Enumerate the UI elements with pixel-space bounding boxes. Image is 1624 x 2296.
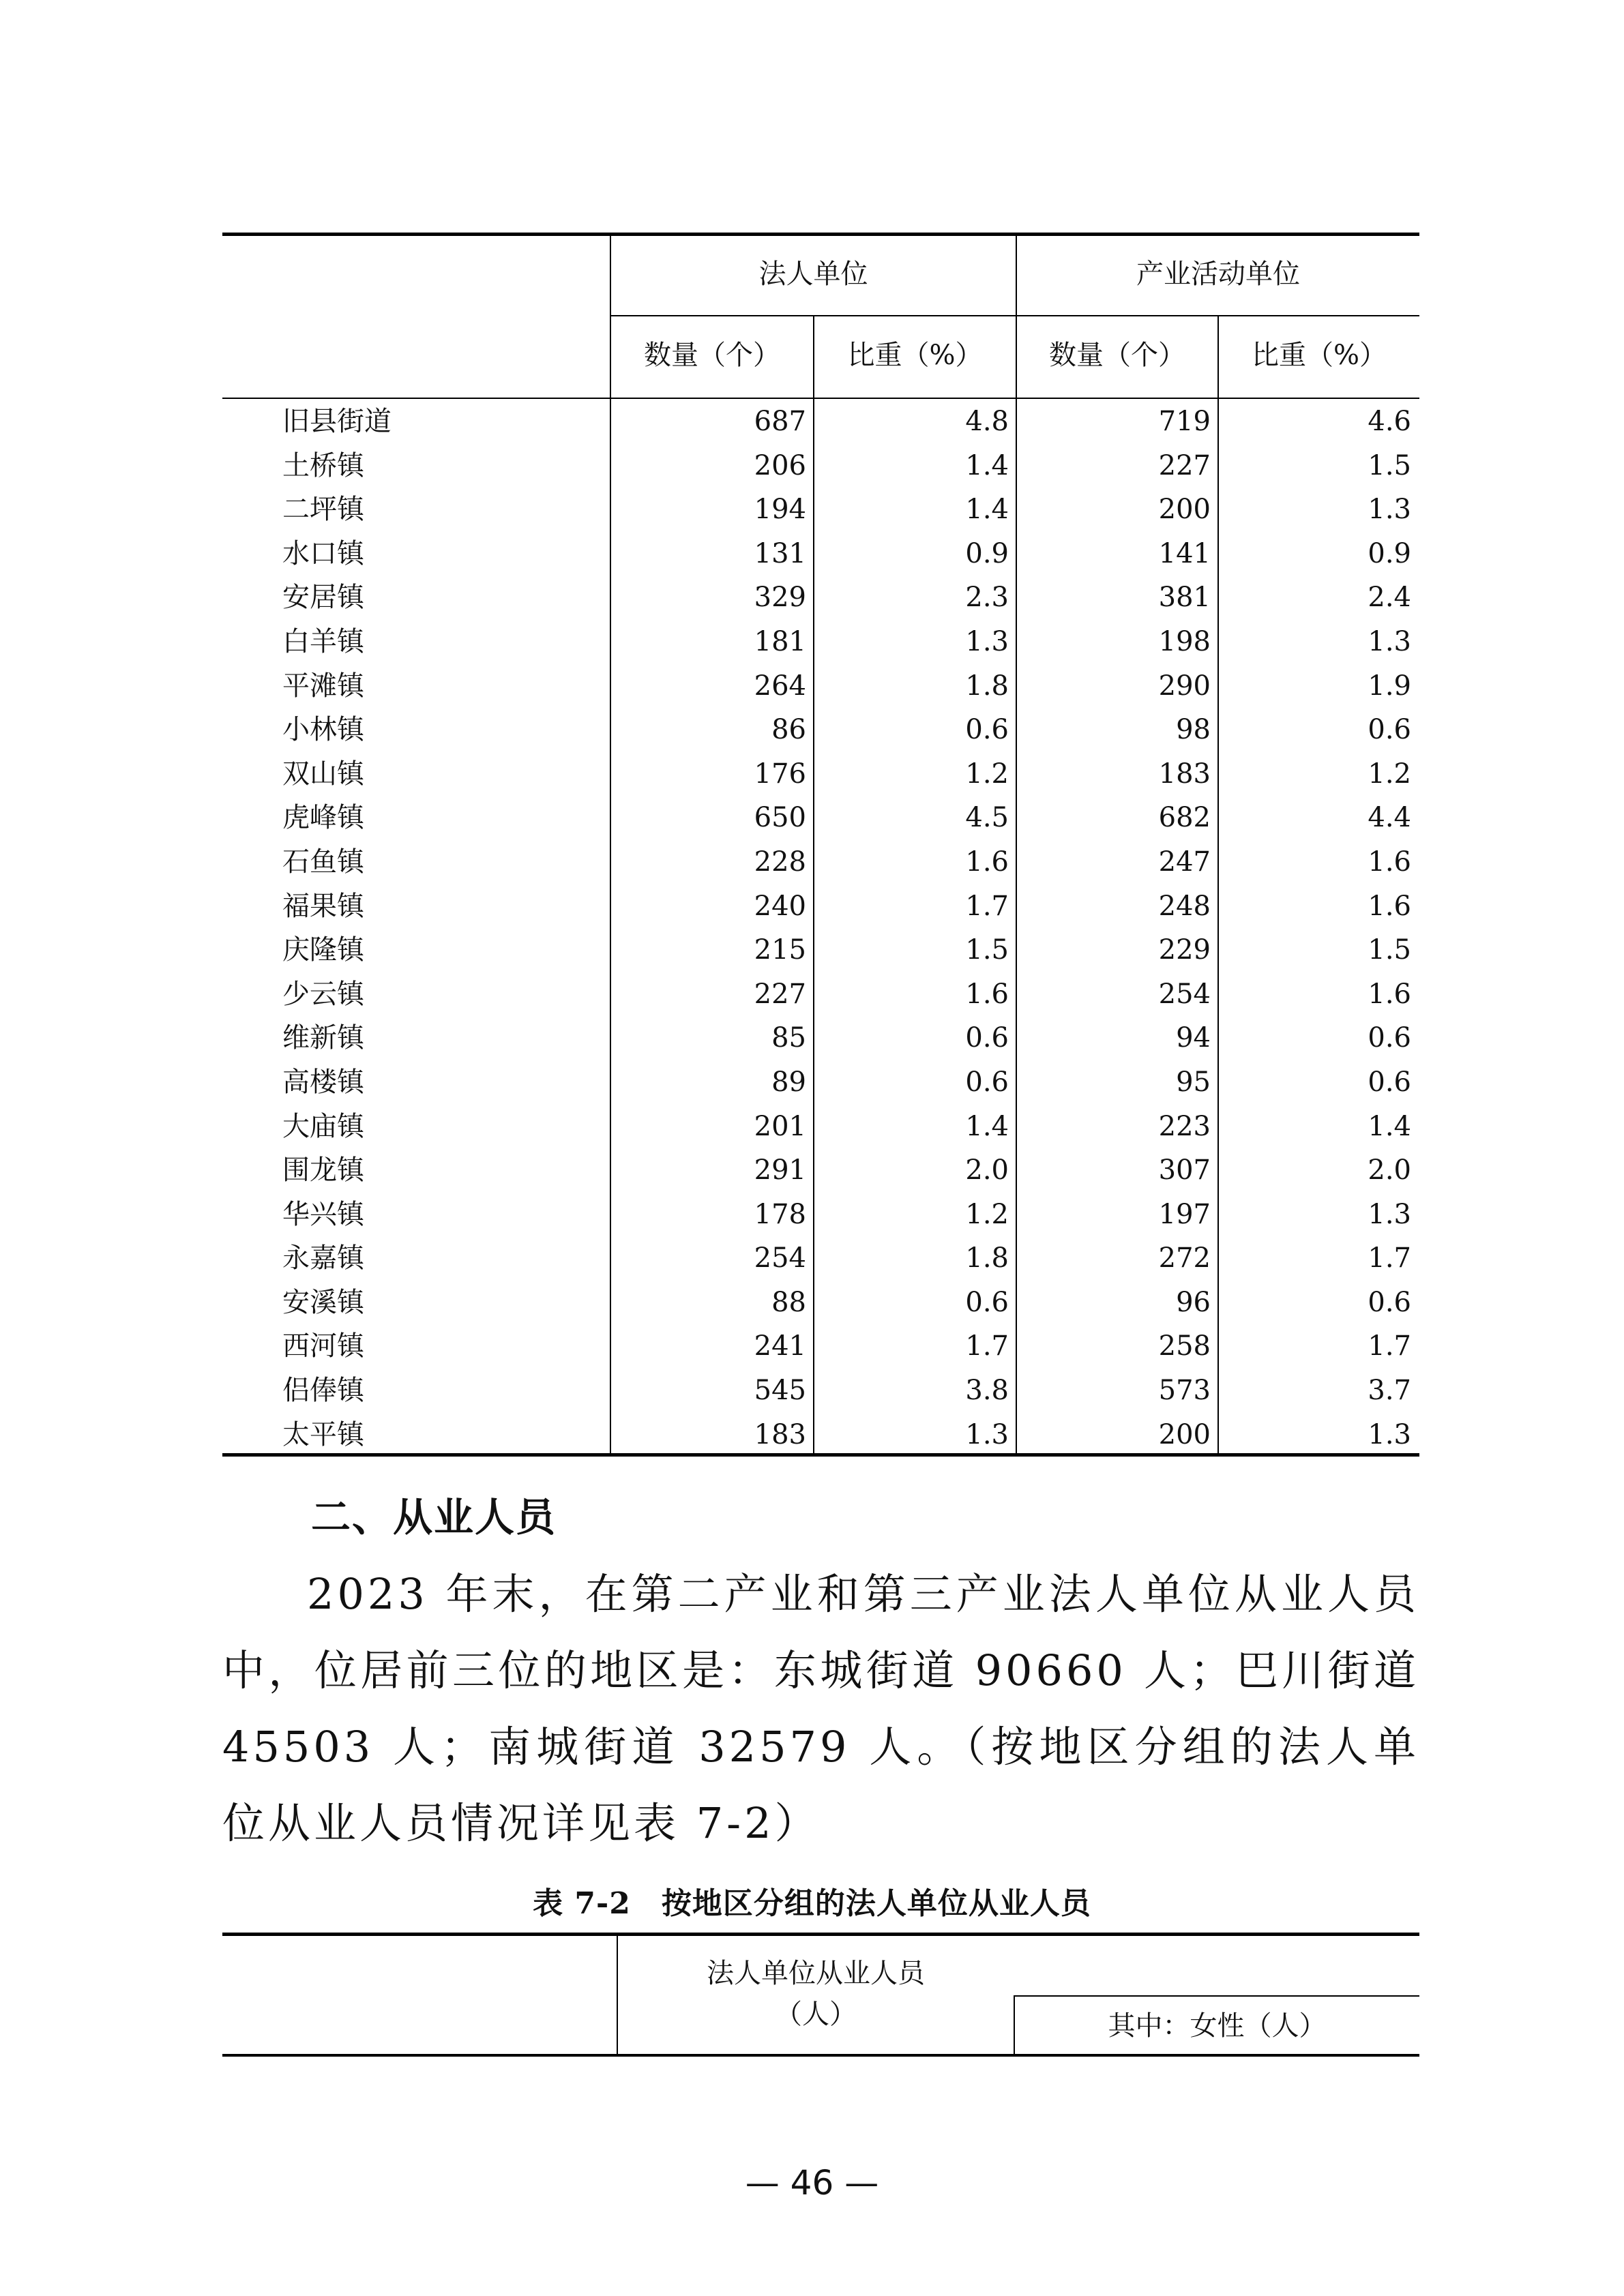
header-industry-count: 数量（个） <box>1049 340 1185 371</box>
region-name-cell: 石鱼镇 <box>282 846 364 878</box>
ind-count-cell: 98 <box>1176 714 1211 746</box>
header-legal-units: 法人单位 <box>758 258 868 290</box>
legal-share-cell: 1.3 <box>965 625 1009 657</box>
table-row <box>222 972 1419 1016</box>
header-female: 其中：女性（人） <box>1108 2010 1327 2042</box>
ind-share-cell: 0.9 <box>1368 537 1411 569</box>
legal-share-cell: 3.8 <box>965 1375 1009 1407</box>
legal-share-cell: 0.6 <box>965 1022 1009 1054</box>
legal-count-cell: 650 <box>754 802 806 834</box>
header-employees-line1: 法人单位从业人员 <box>707 1958 925 1989</box>
page-number: — 46 — <box>745 2163 879 2203</box>
region-name-cell: 福果镇 <box>282 890 364 922</box>
table-row <box>222 1192 1419 1236</box>
region-name-cell: 平滩镇 <box>282 670 364 702</box>
table-row <box>222 1060 1419 1104</box>
table-row <box>222 1015 1419 1060</box>
table-row <box>222 619 1419 664</box>
ind-count-cell: 258 <box>1158 1330 1211 1362</box>
ind-share-cell: 1.3 <box>1368 1198 1411 1230</box>
region-name-cell: 西河镇 <box>282 1330 364 1362</box>
legal-count-cell: 181 <box>754 625 806 657</box>
table-body <box>222 399 1419 1456</box>
legal-count-cell: 194 <box>754 494 806 526</box>
region-name-cell: 二坪镇 <box>282 494 364 526</box>
legal-share-cell: 1.6 <box>965 978 1009 1010</box>
table-row <box>222 1280 1419 1324</box>
table-row <box>222 1236 1419 1280</box>
region-name-cell: 维新镇 <box>282 1022 364 1054</box>
legal-share-cell: 0.6 <box>965 1066 1009 1098</box>
ind-share-cell: 4.4 <box>1368 802 1411 834</box>
table-row <box>222 707 1419 751</box>
ind-share-cell: 1.5 <box>1368 449 1411 481</box>
region-name-cell: 安居镇 <box>282 582 364 614</box>
legal-count-cell: 264 <box>754 670 806 702</box>
legal-share-cell: 1.5 <box>965 934 1009 966</box>
table-row <box>222 399 1419 443</box>
ind-share-cell: 4.6 <box>1368 406 1411 437</box>
region-name-cell: 安溪镇 <box>282 1286 364 1318</box>
table-row <box>222 531 1419 576</box>
legal-count-cell: 254 <box>754 1242 806 1274</box>
legal-share-cell: 0.9 <box>965 537 1009 569</box>
ind-share-cell: 0.6 <box>1368 1286 1411 1318</box>
ind-share-cell: 2.4 <box>1368 582 1411 614</box>
ind-count-cell: 290 <box>1158 670 1211 702</box>
ind-share-cell: 1.9 <box>1368 670 1411 702</box>
legal-count-cell: 206 <box>754 449 806 481</box>
ind-share-cell: 1.3 <box>1368 494 1411 526</box>
ind-count-cell: 197 <box>1158 1198 1211 1230</box>
ind-share-cell: 3.7 <box>1368 1375 1411 1407</box>
region-name-cell: 大庙镇 <box>282 1110 364 1142</box>
region-name-cell: 土桥镇 <box>282 449 364 481</box>
ind-count-cell: 223 <box>1158 1110 1211 1142</box>
ind-count-cell: 229 <box>1158 934 1211 966</box>
ind-share-cell: 0.6 <box>1368 1066 1411 1098</box>
legal-share-cell: 0.6 <box>965 714 1009 746</box>
ind-count-cell: 254 <box>1158 978 1211 1010</box>
table-row <box>222 927 1419 972</box>
ind-share-cell: 1.7 <box>1368 1242 1411 1274</box>
ind-share-cell: 1.6 <box>1368 890 1411 922</box>
legal-share-cell: 1.2 <box>965 758 1009 790</box>
region-name-cell: 太平镇 <box>282 1418 364 1450</box>
table-row <box>222 1412 1419 1457</box>
legal-share-cell: 1.2 <box>965 1198 1009 1230</box>
table-row <box>222 443 1419 488</box>
legal-count-cell: 201 <box>754 1110 806 1142</box>
region-name-cell: 白羊镇 <box>282 625 364 657</box>
legal-share-cell: 1.4 <box>965 494 1009 526</box>
ind-count-cell: 200 <box>1158 1418 1211 1450</box>
legal-share-cell: 2.3 <box>965 582 1009 614</box>
ind-share-cell: 1.4 <box>1368 1110 1411 1142</box>
legal-share-cell: 1.8 <box>965 670 1009 702</box>
legal-count-cell: 89 <box>771 1066 806 1098</box>
legal-share-cell: 1.4 <box>965 449 1009 481</box>
table-row <box>222 575 1419 619</box>
legal-count-cell: 687 <box>754 406 806 437</box>
table-row <box>222 884 1419 928</box>
legal-share-cell: 1.8 <box>965 1242 1009 1274</box>
header-industry-share: 比重（%） <box>1251 340 1387 371</box>
ind-count-cell: 573 <box>1158 1375 1211 1407</box>
ind-share-cell: 1.3 <box>1368 625 1411 657</box>
table-header-sub-rule <box>1014 1995 1419 1997</box>
header-industry-units: 产业活动单位 <box>1136 258 1300 290</box>
legal-share-cell: 1.6 <box>965 846 1009 878</box>
ind-count-cell: 272 <box>1158 1242 1211 1274</box>
table-top-rule <box>222 233 1419 236</box>
region-name-cell: 小林镇 <box>282 714 364 746</box>
ind-count-cell: 227 <box>1158 449 1211 481</box>
ind-share-cell: 2.0 <box>1368 1154 1411 1187</box>
body-paragraph: 2023 年末，在第二产业和第三产业法人单位从业人员中，位居前三位的地区是：东城街道 90660 人；巴川街道 45503 人；南城街道 32579 人。（按地区分组的法人单位从业人员情况详见表 7-2） <box>222 1569 1419 1848</box>
legal-share-cell: 2.0 <box>965 1154 1009 1187</box>
ind-count-cell: 200 <box>1158 494 1211 526</box>
region-name-cell: 虎峰镇 <box>282 802 364 834</box>
ind-share-cell: 1.3 <box>1368 1418 1411 1450</box>
region-name-cell: 永嘉镇 <box>282 1242 364 1274</box>
legal-share-cell: 0.6 <box>965 1286 1009 1318</box>
legal-count-cell: 131 <box>754 537 806 569</box>
region-name-cell: 双山镇 <box>282 758 364 790</box>
ind-share-cell: 1.6 <box>1368 978 1411 1010</box>
ind-share-cell: 0.6 <box>1368 1022 1411 1054</box>
ind-count-cell: 307 <box>1158 1154 1211 1187</box>
table-caption: 表 7-2 按地区分组的法人单位从业人员 <box>533 1886 1091 1921</box>
ind-count-cell: 198 <box>1158 625 1211 657</box>
ind-share-cell: 1.2 <box>1368 758 1411 790</box>
table-row <box>222 664 1419 708</box>
region-name-cell: 旧县街道 <box>282 406 392 437</box>
ind-count-cell: 95 <box>1176 1066 1211 1098</box>
ind-share-cell: 0.6 <box>1368 714 1411 746</box>
legal-count-cell: 215 <box>754 934 806 966</box>
table-row <box>222 1104 1419 1148</box>
legal-count-cell: 227 <box>754 978 806 1010</box>
region-name-cell: 围龙镇 <box>282 1154 364 1187</box>
header-legal-count: 数量（个） <box>644 340 780 371</box>
region-name-cell: 水口镇 <box>282 537 364 569</box>
ind-count-cell: 381 <box>1158 582 1211 614</box>
legal-share-cell: 4.8 <box>965 406 1009 437</box>
ind-count-cell: 248 <box>1158 890 1211 922</box>
legal-share-cell: 1.3 <box>965 1418 1009 1450</box>
table-row <box>222 1148 1419 1192</box>
table-row <box>222 1324 1419 1368</box>
region-name-cell: 华兴镇 <box>282 1198 364 1230</box>
ind-count-cell: 183 <box>1158 758 1211 790</box>
ind-count-cell: 141 <box>1158 537 1211 569</box>
legal-count-cell: 241 <box>754 1330 806 1362</box>
section-heading: 二、从业人员 <box>311 1494 557 1540</box>
table-top-rule <box>222 1933 1419 1936</box>
ind-count-cell: 96 <box>1176 1286 1211 1318</box>
header-employees-line2: （人） <box>775 1999 857 2030</box>
ind-share-cell: 1.5 <box>1368 934 1411 966</box>
legal-count-cell: 88 <box>771 1286 806 1318</box>
ind-count-cell: 94 <box>1176 1022 1211 1054</box>
header-legal-share: 比重（%） <box>847 340 983 371</box>
region-name-cell: 少云镇 <box>282 978 364 1010</box>
legal-share-cell: 1.7 <box>965 1330 1009 1362</box>
header-employees <box>618 1953 1014 2035</box>
table-row <box>222 751 1419 796</box>
table-header-rule <box>222 2054 1419 2057</box>
region-name-cell: 高楼镇 <box>282 1066 364 1098</box>
ind-count-cell: 719 <box>1158 406 1211 437</box>
legal-count-cell: 291 <box>754 1154 806 1187</box>
legal-share-cell: 1.7 <box>965 890 1009 922</box>
legal-count-cell: 176 <box>754 758 806 790</box>
legal-count-cell: 86 <box>771 714 806 746</box>
region-name-cell: 庆隆镇 <box>282 934 364 966</box>
ind-share-cell: 1.6 <box>1368 846 1411 878</box>
legal-share-cell: 1.4 <box>965 1110 1009 1142</box>
ind-count-cell: 682 <box>1158 802 1211 834</box>
legal-count-cell: 85 <box>771 1022 806 1054</box>
legal-count-cell: 545 <box>754 1375 806 1407</box>
table-row <box>222 1368 1419 1412</box>
ind-share-cell: 1.7 <box>1368 1330 1411 1362</box>
legal-count-cell: 329 <box>754 582 806 614</box>
legal-count-cell: 240 <box>754 890 806 922</box>
legal-count-cell: 178 <box>754 1198 806 1230</box>
units-by-region-table <box>222 233 1419 1457</box>
table-row <box>222 795 1419 839</box>
ind-count-cell: 247 <box>1158 846 1211 878</box>
region-name-cell: 侣俸镇 <box>282 1375 364 1407</box>
legal-count-cell: 183 <box>754 1418 806 1450</box>
employees-by-region-table <box>222 1933 1419 2057</box>
table-row <box>222 487 1419 531</box>
legal-share-cell: 4.5 <box>965 802 1009 834</box>
table-row <box>222 839 1419 884</box>
legal-count-cell: 228 <box>754 846 806 878</box>
